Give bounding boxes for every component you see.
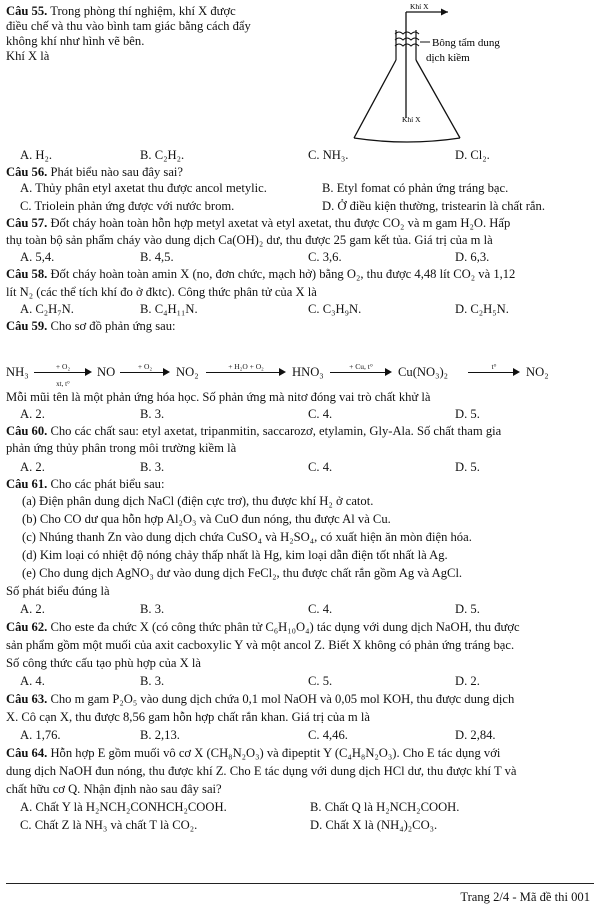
q56-option-c[interactable]: C. Triolein phản ứng được với nước brom. <box>20 199 235 213</box>
q60-option-b[interactable]: B. 3. <box>140 460 165 474</box>
q62-option-a[interactable]: A. 4. <box>20 674 45 688</box>
q62-options <box>20 674 594 689</box>
arrow-3 <box>206 362 286 382</box>
q59-title: Câu 59. Cho sơ đồ phản ứng sau: <box>6 319 176 333</box>
q60-options <box>20 460 594 475</box>
species-cuno32: Cu(NO₃)₂ <box>398 365 449 379</box>
q59-options <box>20 407 594 422</box>
q64-options-row2 <box>20 818 594 833</box>
footer-divider <box>6 883 594 884</box>
q61-item-e: (e) Cho dung dịch AgNO₃ dư vào dung dịch FeCl₂, thu được chất rắn gồm Ag và AgCl. <box>22 566 463 580</box>
q61-question: Số phát biểu đúng là <box>6 584 110 598</box>
q64-options-row1 <box>20 800 594 815</box>
arrow-4 <box>330 362 392 382</box>
q59-option-d[interactable]: D. 5. <box>455 407 480 421</box>
arrow-5 <box>468 362 520 382</box>
species-hno3: HNO₃ <box>292 365 324 379</box>
q57-line-2: thụ toàn bộ sản phẩm cháy vào dung dịch Ca(OH)₂ dư, thu được 25 gam kết tủa. Giá trị của m là <box>6 233 493 247</box>
q56-option-a[interactable]: A. Thủy phân etyl axetat thu được ancol metylic. <box>20 181 267 195</box>
arrow-1 <box>34 362 92 388</box>
q62-option-c[interactable]: C. 5. <box>308 674 333 688</box>
q63-option-a[interactable]: A. 1,76. <box>20 728 61 742</box>
q59-option-c[interactable]: C. 4. <box>308 407 333 421</box>
q61-item-a: (a) Điện phân dung dịch NaCl (điện cực trơ), thu được khí H₂ ở catot. <box>22 494 374 508</box>
q60-line-1: Câu 60. Cho các chất sau: etyl axetat, tripanmitin, saccarozơ, etylamin, Gly-Ala. Số chất tham gia <box>6 424 502 438</box>
species-no2-final: NO₂ <box>526 365 549 379</box>
q63-line-1: Câu 63. Cho m gam P₂O₅ vào dung dịch chứa 0,1 mol NaOH và 0,05 mol KOH, thu được dung dịch <box>6 692 515 706</box>
arrow-4-label: + Cu, t° <box>349 362 373 371</box>
q59-option-b[interactable]: B. 3. <box>140 407 165 421</box>
q60-line-2: phản ứng thủy phân trong môi trường kiềm là <box>6 441 237 455</box>
q63-option-c[interactable]: C. 4,46. <box>308 728 348 742</box>
q64-option-d[interactable]: D. Chất X là (NH₄)₂CO₃. <box>310 818 438 832</box>
q59-option-a[interactable]: A. 2. <box>20 407 45 421</box>
arrow-2-label: + O₂ <box>137 362 153 371</box>
q58-option-a[interactable]: A. C₂H₇N. <box>20 302 74 316</box>
flask-inner-label: Khí X <box>402 115 421 124</box>
q64-line-1: Câu 64. Hỗn hợp E gồm muối vô cơ X (CH₈N₂O₃) và đipeptit Y (C₄H₈N₂O₃). Cho E tác dụng với <box>6 746 501 760</box>
q56-option-b[interactable]: B. Etyl fomat có phản ứng tráng bạc. <box>322 181 509 195</box>
q63-option-b[interactable]: B. 2,13. <box>140 728 180 742</box>
arrow-3-label: + H₂O + O₂ <box>228 362 264 371</box>
q55-line-2: điều chế và thu vào bình tam giác bằng cách đẩy <box>6 19 251 33</box>
q58-option-b[interactable]: B. C₄H₁₁N. <box>140 302 198 316</box>
q60-option-c[interactable]: C. 4. <box>308 460 333 474</box>
q62-option-b[interactable]: B. 3. <box>140 674 165 688</box>
q55-line-3: không khí như hình vẽ bên. <box>6 34 145 48</box>
q63-option-d[interactable]: D. 2,84. <box>455 728 496 742</box>
q57-option-b[interactable]: B. 4,5. <box>140 250 174 264</box>
arrow-2 <box>120 362 170 382</box>
flask-diagram <box>340 0 590 146</box>
q56-option-d[interactable]: D. Ở điều kiện thường, tristearin là chất rắn. <box>322 199 545 213</box>
flask-top-label: Khí X <box>410 2 429 11</box>
q62-line-1: Câu 62. Cho este đa chức X (có công thức phân tử C₆H₁₀O₄) tác dụng với dung dịch NaOH, thu được <box>6 620 520 634</box>
q56-title: Câu 56. Phát biểu nào sau đây sai? <box>6 165 183 179</box>
flask-cotton-label-2: dịch kiềm <box>426 52 470 64</box>
q61-option-a[interactable]: A. 2. <box>20 602 45 616</box>
q55-line-4: Khí X là <box>6 49 50 63</box>
q64-option-b[interactable]: B. Chất Q là H₂NCH₂COOH. <box>310 800 460 814</box>
arrow-1-condition: xt, t° <box>56 380 70 388</box>
q55-option-d[interactable]: D. Cl₂. <box>455 148 490 162</box>
q55-option-b[interactable]: B. C₂H₂. <box>140 148 185 162</box>
q58-line-1: Câu 58. Đốt cháy hoàn toàn amin X (no, đơn chức, mạch hở) bằng O₂, thu được 4,48 lít CO₂ và 1,12 <box>6 267 516 281</box>
q61-title: Câu 61. Cho các phát biểu sau: <box>6 477 165 491</box>
q56-options-row2 <box>20 199 594 214</box>
q60-option-a[interactable]: A. 2. <box>20 460 45 474</box>
q58-option-d[interactable]: D. C₂H₅N. <box>455 302 509 316</box>
q63-options <box>20 728 594 743</box>
q55-option-a[interactable]: A. H₂. <box>20 148 53 162</box>
q57-option-c[interactable]: C. 3,6. <box>308 250 342 264</box>
reaction-scheme <box>6 362 566 388</box>
flask-cotton-label-1: Bông tẩm dung <box>432 37 500 49</box>
q61-item-c: (c) Nhúng thanh Zn vào dung dịch chứa CuSO₄ và H₂SO₄, có xuất hiện ăn mòn điện hóa. <box>22 530 472 544</box>
q59-question: Mỗi mũi tên là một phản ứng hóa học. Số phản ứng mà nitơ đóng vai trò chất khử là <box>6 390 431 404</box>
q62-line-2: sản phẩm gồm một muối của axit cacboxylic Y và một ancol Z. Biết X không có phản ứng tráng bạc. <box>6 638 515 652</box>
page-footer: Trang 2/4 - Mã đề thi 001 <box>460 890 590 904</box>
q57-options <box>20 250 594 265</box>
q63-line-2: X. Cô cạn X, thu được 8,56 gam hỗn hợp chất rắn khan. Giá trị của m là <box>6 710 370 724</box>
arrow-1-label: + O₂ <box>55 362 71 371</box>
q64-option-c[interactable]: C. Chất Z là NH₃ và chất T là CO₂. <box>20 818 198 832</box>
q62-option-d[interactable]: D. 2. <box>455 674 480 688</box>
q61-option-d[interactable]: D. 5. <box>455 602 480 616</box>
q58-line-2: lít N₂ (các thể tích khí đo ở đktc). Công thức phân tử của X là <box>6 285 317 299</box>
q58-option-c[interactable]: C. C₃H₉N. <box>308 302 362 316</box>
q55-option-c[interactable]: C. NH₃. <box>308 148 349 162</box>
q61-item-b: (b) Cho CO dư qua hỗn hợp Al₂O₃ và CuO đun nóng, thu được Al và Cu. <box>22 512 391 526</box>
q58-options <box>20 302 594 317</box>
q61-options <box>20 602 594 617</box>
arrow-5-label: t° <box>491 362 497 371</box>
q55-options <box>20 148 594 163</box>
species-no2: NO₂ <box>176 365 199 379</box>
q61-option-c[interactable]: C. 4. <box>308 602 333 616</box>
q55-line-1: Câu 55. Trong phòng thí nghiệm, khí X được <box>6 4 236 18</box>
q61-option-b[interactable]: B. 3. <box>140 602 165 616</box>
q64-line-3: chất hữu cơ Q. Nhận định nào sau đây sai? <box>6 782 222 796</box>
q57-option-d[interactable]: D. 6,3. <box>455 250 490 264</box>
q57-line-1: Câu 57. Đốt cháy hoàn toàn hỗn hợp metyl axetat và etyl axetat, thu được CO₂ và m gam H₂O. Hấp <box>6 216 511 230</box>
q56-options-row1 <box>20 181 594 196</box>
q61-item-d: (d) Kim loại có nhiệt độ nóng chảy thấp nhất là Hg, kim loại dẫn điện tốt nhất là Ag. <box>22 548 448 562</box>
species-nh3: NH₃ <box>6 365 29 379</box>
q64-line-2: dung dịch NaOH đun nóng, thu được khí Z. Cho E tác dụng với dung dịch HCl dư, thu được khí T và <box>6 764 517 778</box>
q62-line-3: Số công thức cấu tạo phù hợp của X là <box>6 656 201 670</box>
species-no: NO <box>97 365 116 379</box>
q57-option-a[interactable]: A. 5,4. <box>20 250 55 264</box>
q60-option-d[interactable]: D. 5. <box>455 460 480 474</box>
q64-option-a[interactable]: A. Chất Y là H₂NCH₂CONHCH₂COOH. <box>20 800 227 814</box>
